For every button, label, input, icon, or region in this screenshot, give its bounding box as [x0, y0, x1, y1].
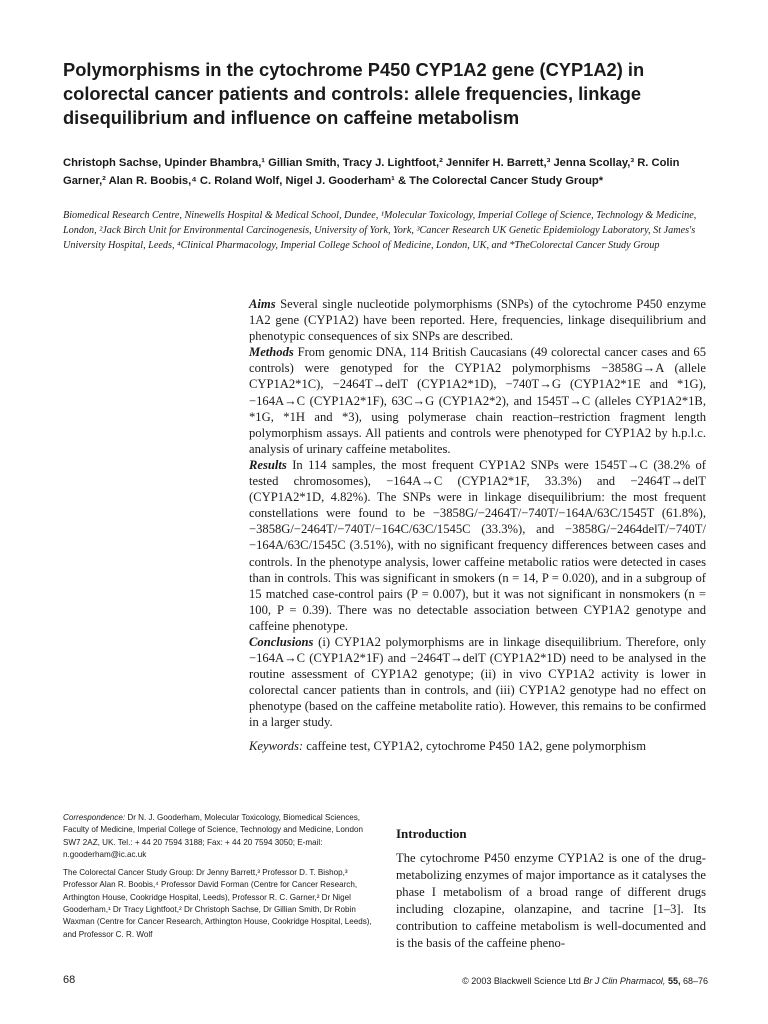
aims-text: Several single nucleotide polymorphisms (SNPs) of the cytochrome P450 enzyme 1A2 gene (CYP1A2) have been reported. Here, frequencies, linkage disequilibrium and phenotypic consequences of six SNPs are described.	[249, 297, 706, 344]
copyright-text: © 2003 Blackwell Science Ltd	[462, 976, 581, 986]
correspondence-label: Correspondence:	[63, 813, 126, 822]
journal-pages: 68–76	[682, 976, 708, 986]
abstract	[249, 296, 706, 754]
conclusions-text: (i) CYP1A2 polymorphisms are in linkage disequilibrium. Therefore, only −164A→C (CYP1A2*1F) and −2464T→delT (CYP1A2*1D) need to be analysed in the routine assessment of CYP1A2 genotype; (ii) in vivo CYP1A2 activity is lower in colorectal cancer patients than in controls, and (iii) CYP1A2 genotype had no effect on phenotype (based on the caffeine metabolite ratio). However, this remains to be confirmed in a larger study.	[249, 634, 707, 730]
page-number: 68	[63, 974, 76, 986]
abstract-conclusions	[249, 634, 706, 731]
introduction-text: The cytochrome P450 enzyme CYP1A2 is one of the drug-metabolizing enzymes of major importance as it catalyses the phase I metabolism of a broad range of different drugs including clozapine, olanzapine, and tacrine [1–3]. Its contribution to caffeine metabolism is well-documented and is the basis of the caffeine pheno-	[396, 851, 706, 950]
introduction-heading: Introduction	[396, 826, 467, 841]
abstract-methods	[249, 344, 706, 457]
methods-label: Methods	[249, 345, 294, 360]
article-title: Polymorphisms in the cytochrome P450 CYP1A2 gene (CYP1A2) in colorectal cancer patients and controls: allele frequencies, linkage disequilibrium and influence on caffeine metabolism	[63, 59, 645, 128]
correspondence-text: Dr N. J. Gooderham, Molecular Toxicology, Biomedical Sciences, Faculty of Medicine, Imperial College of Science, Technology and Medicine, London SW7 2AZ, UK. Tel.: + 44 20 7594 3188; Fax: + 44 20 7594 3050; E-mail: n.gooderham@ic.ac.uk	[63, 813, 363, 859]
abstract-results	[249, 457, 706, 634]
results-text: In 114 samples, the most frequent CYP1A2 SNPs were 1545T→C (38.2% of tested chromosomes), −164A→C (CYP1A2*1F, 33.3%) and −2464T→delT (CYP1A2*1D, 4.82%). The SNPs were in linkage disequilibrium: the most frequent constellations were found to be −3858G/−2464T/−740T/−164A/63C/1545T (61.8%), −3858G/−2464T/−740T/−164C/63C/1545C (33.3%), and −3858G/−2464delT/−740T/−164A/63C/1545C (3.51%), with no significant frequency differences between cases and controls. In the phenotype analysis, lower caffeine metabolic ratios were detected in cases than in controls. This was significant in smokers (n = 14, P = 0.020), and in a subgroup of 15 matched case-control pairs (P = 0.007), but it was not significant in nonsmokers (n = 100, P = 0.39). There was no detectable association between CYP1A2 genotype and caffeine phenotype.	[249, 457, 706, 633]
methods-text: From genomic DNA, 114 British Caucasians (49 colorectal cancer cases and 65 controls) were genotyped for the CYP1A2 polymorphisms −3858G→A (allele CYP1A2*1C), −2464T→delT (CYP1A2*1D), −740T→G (CYP1A2*1E and *1G), −164A→C (CYP1A2*1F), 63C→G (CYP1A2*2), and 1545T→C (alleles CYP1A2*1B, *1G, *1H and *3), using polymerase chain reaction–restriction fragment length polymorphism assays. All patients and controls were phenotyped for CYP1A2 by h.p.l.c. analysis of urinary caffeine metabolites.	[249, 345, 706, 456]
correspondence-block	[63, 812, 378, 861]
keywords-label: Keywords:	[249, 738, 304, 753]
aims-label: Aims	[249, 297, 276, 311]
keywords-text: caffeine test, CYP1A2, cytochrome P450 1A2, gene polymorphism	[306, 738, 647, 753]
correspondence-note	[63, 812, 378, 941]
author-list: Christoph Sachse, Upinder Bhambra,¹ Gillian Smith, Tracy J. Lightfoot,² Jennifer H. Barrett,³ Jenna Scollay,³ R. Colin Garner,² Alan R. Boobis,⁴ C. Roland Wolf, Nigel J. Gooderham¹ & The Colorectal Cancer Study Group*	[63, 157, 680, 187]
journal-name: Br J Clin Pharmacol,	[583, 976, 666, 986]
abstract-aims	[249, 296, 706, 344]
copyright-line	[462, 976, 708, 986]
keywords	[249, 738, 706, 754]
journal-volume: 55,	[667, 976, 681, 986]
affiliations: Biomedical Research Centre, Ninewells Hospital & Medical School, Dundee, ¹Molecular Toxicology, Imperial College of Science, Technology & Medicine, London, ²Jack Birch Unit for Environmental Carcinogenesis, University of York, York, ³Cancer Research UK Genetic Epidemiology Laboratory, St James's University Hospital, Leeds, ⁴Clinical Pharmacology, Imperial College School of Medicine, London, UK, and *TheColorectal Cancer Study Group	[63, 210, 697, 251]
conclusions-label: Conclusions	[249, 634, 314, 649]
study-group-note: The Colorectal Cancer Study Group: Dr Jenny Barrett,³ Professor D. T. Bishop,³ Professor Alan R. Boobis,⁴ Professor David Forman (Centre for Cancer Research, Arthington House, Cookridge Hospital, Leeds), Professor R. C. Garner,² Dr Nigel Gooderham,¹ Dr Tracy Lightfoot,² Dr Christoph Sachse, Dr Gillian Smith, Dr Robin Waxman (Centre for Cancer Research, Arthington House, Cookridge Hospital, Leeds), and Professor C. R. Wolf	[63, 868, 372, 939]
results-label: Results	[249, 457, 287, 472]
